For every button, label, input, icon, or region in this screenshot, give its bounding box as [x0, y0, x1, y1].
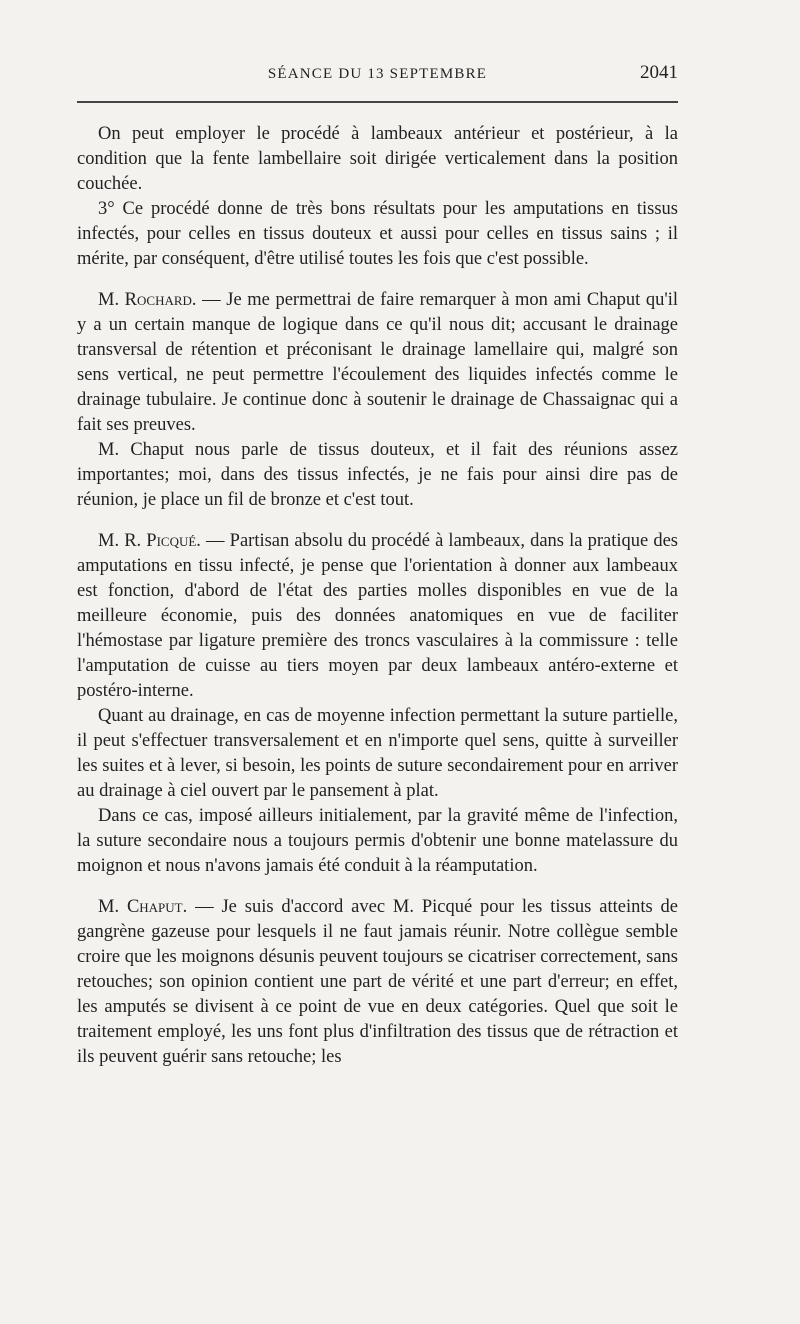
paragraph-text: On peut employer le procédé à lambeaux antérieur et postérieur, à la condition que la fente lambellaire soit dirigée verticalement dans la position couchée. [77, 124, 678, 194]
paragraph [77, 704, 678, 804]
paragraph-text: 3° Ce procédé donne de très bons résultats pour les amputations en tissus infectés, pour celles en tissus douteux et aussi pour celles en tissus sains ; il mérite, par conséquent, d'être utilisé toutes les fois que c'est possible. [77, 199, 678, 269]
paragraph-text: Dans ce cas, imposé ailleurs initialement, par la gravité même de l'infection, la suture secondaire nous a toujours permis d'obtenir une bonne matelassure du moignon et nous n'avons jamais été conduit à la réamputation. [77, 806, 678, 876]
paragraph-text: Quant au drainage, en cas de moyenne infection permettant la suture partielle, il peut s'effectuer transversalement et en n'importe quel sens, quitte à surveiller les suites et à lever, si besoin, les points de suture secondairement pour en arriver au drainage à ciel ouvert par le pansement à plat. [77, 706, 678, 801]
page-body [77, 122, 678, 1070]
page-number: 2041 [640, 62, 678, 83]
paragraph [77, 438, 678, 513]
speaker-name: M. R. Picqué. [98, 531, 201, 551]
speaker-name: M. Rochard. [98, 290, 197, 310]
paragraph [77, 804, 678, 879]
header-rule [77, 101, 678, 103]
paragraph [77, 122, 678, 197]
paragraph [77, 529, 678, 704]
paragraph [77, 288, 678, 438]
paragraph [77, 197, 678, 272]
page-header [77, 62, 678, 90]
paragraph [77, 895, 678, 1070]
paragraph-text: M. Chaput nous parle de tissus douteux, et il fait des réunions assez importantes; moi, dans des tissus infectés, je ne fais pour ainsi dire pas de réunion, je place un fil de bronze et c'est tout. [77, 440, 678, 510]
running-title: SÉANCE DU 13 SEPTEMBRE [267, 66, 488, 82]
paragraph-text: — Je suis d'accord avec M. Picqué pour les tissus atteints de gangrène gazeuse pour lesquels il ne faut jamais réunir. Notre collègue semble croire que les moignons désunis peuvent toujours se cicatriser correctement, sans retouches; son opinion contient une part de vérité et une part d'erreur; en effet, les amputés se divisent à ce point de vue en deux catégories. Quel que soit le traitement employé, les uns font plus d'infiltration des tissus que de rétraction et ils peuvent guérir sans retouche; les [77, 897, 679, 1067]
speaker-name: M. Chaput. [98, 897, 188, 917]
paragraph-text: — Je me permettrai de faire remarquer à mon ami Chaput qu'il y a un certain manque de logique dans ce qu'il nous dit; accusant le drainage transversal de rétention et préconisant le drainage lamellaire qui, malgré son sens vertical, ne peut permettre l'écoulement des liquides infectés comme le drainage tubulaire. Je continue donc à soutenir le drainage de Chassaignac qui a fait ses preuves. [77, 290, 679, 435]
paragraph-text: — Partisan absolu du procédé à lambeaux, dans la pratique des amputations en tissu infecté, je pense que l'orientation à donner aux lambeaux est fonction, d'abord de l'état des parties molles disponibles en vue de la meilleure économie, puis des données anatomiques en vue de faciliter l'hémostase par ligature première des troncs vasculaires à la commissure : telle l'amputation de cuisse au tiers moyen par deux lambeaux antéro-externe et postéro-interne. [77, 531, 679, 701]
